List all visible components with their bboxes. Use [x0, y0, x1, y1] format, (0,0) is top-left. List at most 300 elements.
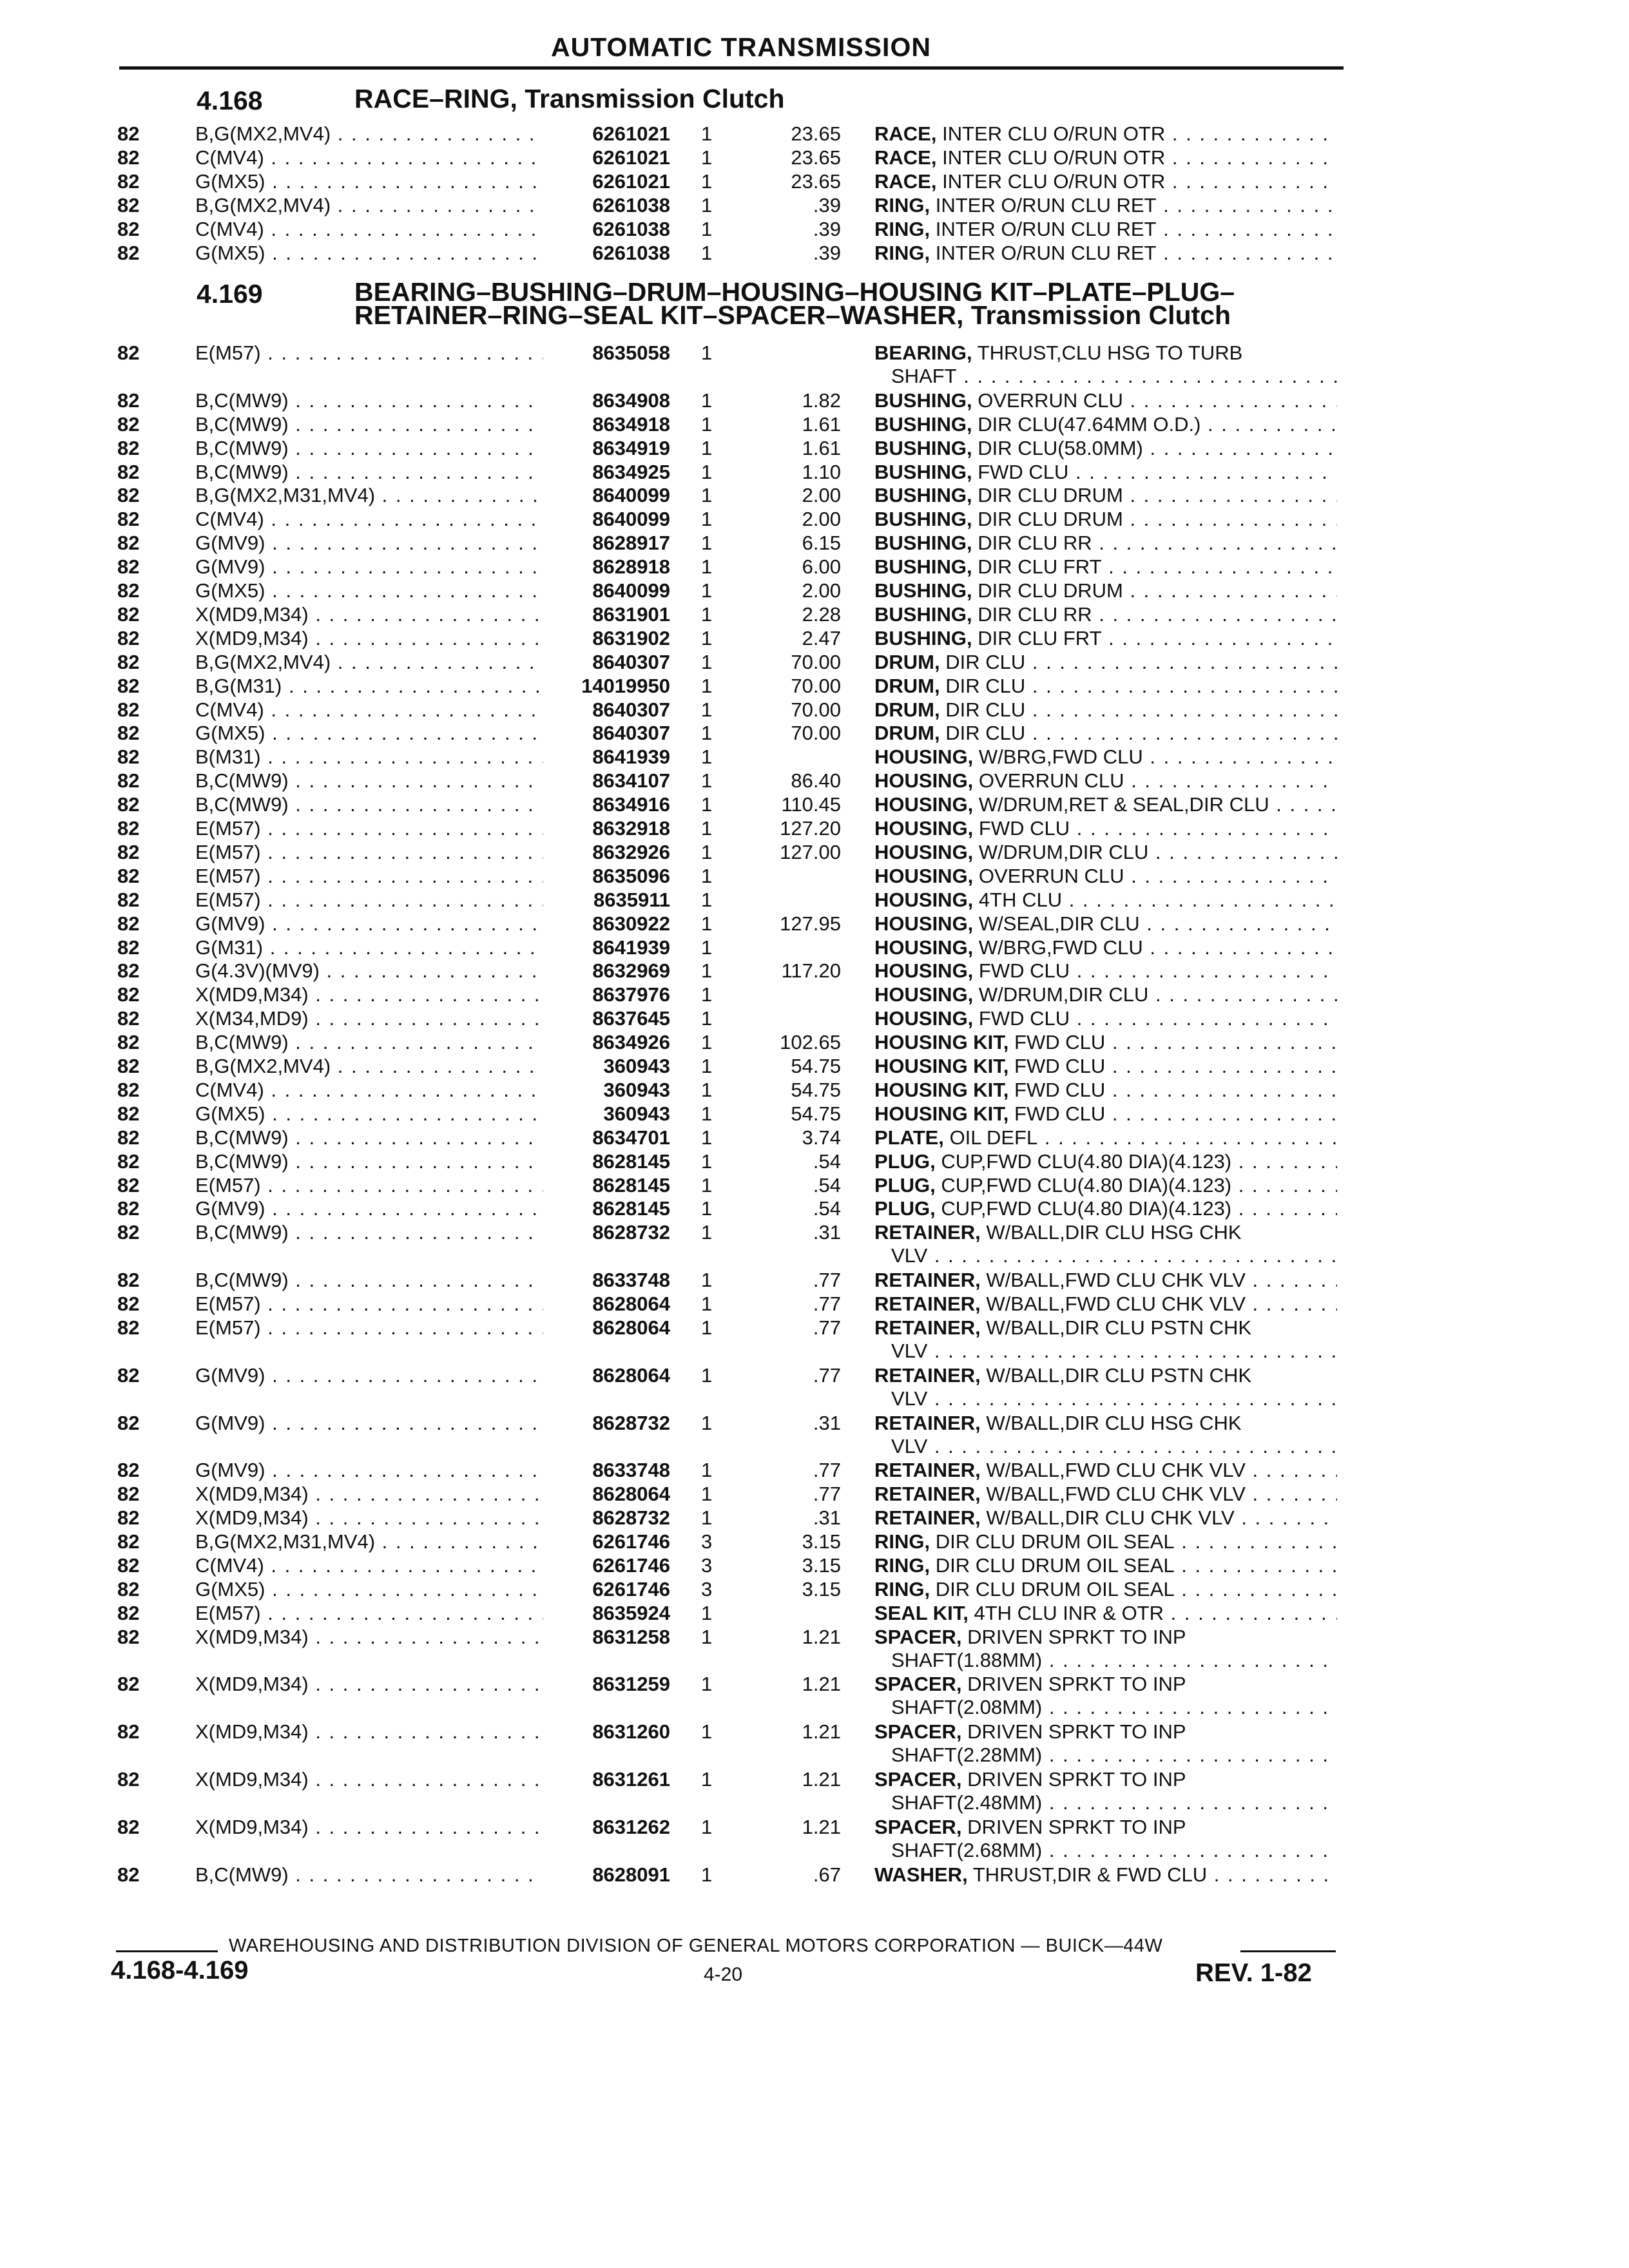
table-row: [0, 1269, 1629, 1293]
model-year: 82: [117, 650, 140, 673]
price: .54: [813, 1197, 841, 1220]
quantity: 1: [701, 1293, 713, 1315]
part-number: 8632969: [592, 959, 670, 983]
part-number: 8631260: [592, 1720, 670, 1744]
price: 70.00: [791, 674, 841, 697]
model-year: 82: [117, 555, 140, 579]
model-year: 82: [117, 626, 140, 649]
model-year: 82: [117, 1673, 140, 1696]
description-text: SHAFT(2.28MM): [891, 1744, 1043, 1767]
table-row: [0, 627, 1629, 651]
part-description: [874, 865, 1337, 888]
description-text: THRUST,DIR & FWD CLU: [972, 1863, 1208, 1886]
part-name: BUSHING,: [874, 484, 972, 507]
description-text: SHAFT(2.08MM): [891, 1696, 1043, 1719]
price: 86.40: [791, 769, 841, 793]
part-description: [874, 769, 1337, 793]
model-year: 82: [117, 1221, 140, 1244]
description-text: SHAFT(1.88MM): [891, 1648, 1043, 1671]
part-number: 8630922: [592, 912, 670, 935]
part-number: 8632926: [592, 840, 670, 863]
part-name: RETAINER,: [874, 1411, 981, 1434]
model-applicability: B,C(MW9) . . .: [195, 793, 543, 816]
quantity: 1: [701, 817, 713, 840]
model-applicability: B,C(MW9) . . .: [195, 461, 543, 484]
part-description: [874, 1007, 1337, 1030]
table-row: [0, 1316, 1629, 1362]
part-number: 8641939: [592, 936, 670, 959]
description-line: [874, 1673, 1337, 1696]
part-description: [874, 745, 1337, 769]
price: 1.82: [802, 389, 841, 412]
description-text: CUP,FWD CLU(4.80 DIA)(4.123): [941, 1197, 1232, 1220]
part-description: [874, 1316, 1337, 1363]
part-name: RETAINER,: [874, 1506, 981, 1530]
part-number: 8635058: [592, 341, 670, 364]
description-text: FWD CLU: [1014, 1031, 1106, 1054]
section-title: RACE–RING, Transmission Clutch: [354, 84, 785, 113]
table-row: [0, 341, 1629, 387]
part-number: 8628145: [592, 1197, 670, 1220]
part-description: [874, 122, 1337, 146]
table-row: [0, 1150, 1629, 1174]
description-line: [874, 579, 1337, 602]
quantity: 1: [701, 555, 713, 579]
description-line: [874, 1649, 1337, 1672]
description-text: DRIVEN SPRKT TO INP: [967, 1815, 1186, 1838]
part-name: HOUSING,: [874, 840, 974, 863]
price: .39: [813, 217, 841, 240]
description-line: [874, 1720, 1337, 1744]
model-year: 82: [117, 193, 140, 216]
price: 127.20: [780, 817, 841, 840]
model-year: 82: [117, 1459, 140, 1482]
description-text: DIR CLU: [945, 698, 1026, 721]
model-applicability: B,G(MX2,MV4) . . .: [195, 651, 543, 674]
model-applicability: G(MX5) . . .: [195, 242, 543, 265]
part-number: 8631258: [592, 1625, 670, 1648]
description-text: DIR CLU DRUM OIL SEAL: [935, 1553, 1175, 1577]
page-header-title: AUTOMATIC TRANSMISSION: [551, 32, 931, 62]
part-name: BUSHING,: [874, 602, 972, 626]
model-applicability: B,G(M31) . . .: [195, 675, 543, 698]
description-line: [874, 1387, 1337, 1410]
description-line: [874, 437, 1337, 460]
model-applicability: B,C(MW9) . . .: [195, 413, 543, 436]
model-applicability: E(M57) . . .: [195, 817, 543, 840]
quantity: 1: [701, 217, 713, 240]
price: 3.15: [802, 1553, 841, 1577]
model-applicability: B,C(MW9) . . .: [195, 1150, 543, 1173]
description-text: DIR CLU RR: [978, 602, 1092, 626]
table-row: [0, 579, 1629, 603]
quantity: 1: [701, 1673, 713, 1696]
footer-rule-right: [1240, 1950, 1336, 1952]
part-name: PLUG,: [874, 1173, 936, 1196]
table-row: [0, 242, 1629, 265]
description-text: DIR CLU DRUM: [978, 579, 1123, 602]
quantity: 1: [701, 1411, 713, 1434]
quantity: 1: [701, 1720, 713, 1744]
description-line: [874, 1031, 1337, 1054]
description-text: W/BALL,DIR CLU HSG CHK: [986, 1411, 1242, 1434]
part-description: [874, 170, 1337, 193]
price: 1.61: [802, 436, 841, 459]
description-line: [874, 194, 1337, 217]
table-row: [0, 461, 1629, 485]
part-name: BUSHING,: [874, 508, 972, 531]
model-applicability: B,G(MX2,M31,MV4) . . .: [195, 1530, 543, 1553]
part-name: HOUSING,: [874, 936, 974, 959]
part-name: RING,: [874, 217, 930, 240]
table-row: [0, 1363, 1629, 1410]
quantity: 1: [701, 626, 713, 649]
part-name: HOUSING KIT,: [874, 1078, 1009, 1101]
model-applicability: X(MD9,M34) . . .: [195, 1506, 543, 1530]
price: 110.45: [781, 793, 841, 816]
description-text: W/BRG,FWD CLU: [978, 745, 1143, 769]
table-row: [0, 698, 1629, 722]
description-text: W/BRG,FWD CLU: [978, 936, 1143, 959]
description-line: [874, 1412, 1337, 1435]
part-name: SPACER,: [874, 1768, 962, 1791]
table-row: [0, 912, 1629, 936]
part-number: 8631262: [592, 1815, 670, 1838]
part-number: 8637976: [592, 983, 670, 1006]
table-row: [0, 841, 1629, 865]
description-text: FWD CLU: [978, 959, 1070, 983]
part-number: 8628732: [592, 1221, 670, 1244]
model-applicability: E(M57) . . .: [195, 865, 543, 888]
description-line: [874, 793, 1337, 816]
model-year: 82: [117, 1126, 140, 1149]
quantity: 1: [701, 1149, 713, 1173]
price: 102.65: [780, 1031, 841, 1054]
model-applicability: G(4.3V)(MV9) . . .: [195, 959, 543, 983]
part-number: 6261038: [592, 217, 670, 240]
model-applicability: B,C(MW9) . . .: [195, 769, 543, 793]
part-name: RETAINER,: [874, 1293, 981, 1315]
model-year: 82: [117, 1197, 140, 1220]
quantity: 1: [701, 912, 713, 935]
model-year: 82: [117, 1102, 140, 1125]
description-text: W/BALL,DIR CLU HSG CHK: [986, 1221, 1242, 1244]
price: 2.00: [802, 579, 841, 602]
quantity: 3: [701, 1530, 713, 1553]
model-applicability: X(MD9,M34) . . .: [195, 1720, 543, 1744]
price: 3.15: [802, 1530, 841, 1553]
description-line: [874, 1079, 1337, 1102]
part-number: 6261038: [592, 241, 670, 264]
description-text: OVERRUN CLU: [978, 769, 1124, 793]
part-number: 360943: [603, 1102, 670, 1125]
description-line: [874, 698, 1337, 722]
quantity: 1: [701, 341, 713, 364]
part-number: 6261021: [592, 169, 670, 193]
quantity: 1: [701, 959, 713, 983]
part-name: RING,: [874, 193, 930, 216]
part-name: RETAINER,: [874, 1221, 981, 1244]
model-year: 82: [117, 532, 140, 555]
quantity: 1: [701, 122, 713, 145]
part-name: SPACER,: [874, 1720, 962, 1744]
description-line: [874, 1007, 1337, 1030]
description-line: [874, 889, 1337, 912]
part-number: 8628732: [592, 1411, 670, 1434]
quantity: 1: [701, 532, 713, 555]
quantity: 1: [701, 650, 713, 673]
footer-page-number: 4-20: [704, 1964, 743, 1985]
part-name: WASHER,: [874, 1863, 968, 1886]
description-text: DIR CLU RR: [978, 532, 1092, 555]
description-text: DRIVEN SPRKT TO INP: [967, 1768, 1186, 1791]
model-year: 82: [117, 1553, 140, 1577]
model-applicability: B(M31) . . .: [195, 745, 543, 769]
model-year: 82: [117, 341, 140, 364]
model-applicability: G(MX5) . . .: [195, 579, 543, 602]
part-name: HOUSING,: [874, 864, 974, 887]
part-description: [874, 1269, 1337, 1292]
model-applicability: X(MD9,M34) . . .: [195, 1626, 543, 1649]
part-description: [874, 1150, 1337, 1173]
description-text: DIR CLU DRUM: [978, 508, 1123, 531]
description-text: DIR CLU: [945, 722, 1026, 745]
part-number: 6261746: [592, 1553, 670, 1577]
description-line: [874, 1316, 1337, 1340]
description-line: [874, 745, 1337, 769]
model-applicability: X(MD9,M34) . . .: [195, 1483, 543, 1506]
description-text: FWD CLU: [978, 817, 1070, 840]
quantity: 1: [701, 1316, 713, 1339]
part-description: [874, 627, 1337, 650]
part-description: [874, 389, 1337, 412]
footer-section-range: 4.168-4.169: [111, 1956, 249, 1984]
price: .54: [813, 1173, 841, 1196]
quantity: 1: [701, 169, 713, 193]
part-description: [874, 889, 1337, 912]
header-rule: [119, 66, 1344, 70]
part-number: 8634925: [592, 460, 670, 483]
part-description: [874, 579, 1337, 602]
description-text: W/BALL,FWD CLU CHK VLV: [986, 1459, 1246, 1482]
model-applicability: X(MD9,M34) . . .: [195, 627, 543, 650]
quantity: 1: [701, 1863, 713, 1886]
model-year: 82: [117, 602, 140, 626]
model-year: 82: [117, 1506, 140, 1530]
model-applicability: C(MV4) . . .: [195, 146, 543, 169]
price: 23.65: [791, 122, 841, 145]
table-row: [0, 1411, 1629, 1457]
part-description: [874, 1293, 1337, 1316]
model-year: 82: [117, 1007, 140, 1030]
quantity: 1: [701, 460, 713, 483]
part-name: HOUSING,: [874, 1007, 974, 1030]
description-text: SHAFT: [891, 365, 957, 387]
model-year: 82: [117, 769, 140, 793]
price: .77: [813, 1293, 841, 1315]
quantity: 1: [701, 698, 713, 721]
part-name: SPACER,: [874, 1625, 962, 1648]
part-number: 8628732: [592, 1506, 670, 1530]
part-name: PLUG,: [874, 1197, 936, 1220]
part-description: [874, 1079, 1337, 1102]
model-applicability: C(MV4) . . .: [195, 218, 543, 241]
model-applicability: X(M34,MD9) . . .: [195, 1007, 543, 1030]
description-line: [874, 1126, 1337, 1149]
quantity: 1: [701, 389, 713, 412]
description-line: [874, 555, 1337, 579]
table-row: [0, 194, 1629, 218]
part-name: RING,: [874, 241, 930, 264]
price: 1.61: [802, 412, 841, 436]
model-year: 82: [117, 508, 140, 531]
model-applicability: B,G(MX2,M31,MV4) . . .: [195, 484, 543, 507]
part-name: RETAINER,: [874, 1316, 981, 1339]
description-line: [874, 146, 1337, 169]
description-line: [874, 912, 1337, 936]
price: 6.15: [802, 532, 841, 555]
price: 70.00: [791, 698, 841, 721]
part-description: [874, 1554, 1337, 1577]
description-text: INTER O/RUN CLU RET: [935, 241, 1157, 264]
part-number: 8628145: [592, 1173, 670, 1196]
part-description: [874, 1055, 1337, 1078]
description-text: W/BALL,DIR CLU PSTN CHK: [986, 1316, 1252, 1339]
price: 1.21: [802, 1720, 841, 1744]
part-description: [874, 651, 1337, 674]
description-text: W/BALL,FWD CLU CHK VLV: [986, 1483, 1246, 1506]
section-title: BEARING–BUSHING–DRUM–HOUSING–HOUSING KIT–PLATE–PLUG–: [354, 277, 1235, 307]
part-description: [874, 508, 1337, 531]
model-year: 82: [117, 460, 140, 483]
model-applicability: X(MD9,M34) . . .: [195, 1673, 543, 1696]
part-number: 8634908: [592, 389, 670, 412]
quantity: 1: [701, 1506, 713, 1530]
table-row: [0, 1863, 1629, 1887]
description-line: [874, 1696, 1337, 1719]
model-year: 82: [117, 1863, 140, 1886]
description-line: [874, 722, 1337, 745]
model-year: 82: [117, 1078, 140, 1101]
table-row: [0, 1079, 1629, 1102]
model-year: 82: [117, 1411, 140, 1434]
model-applicability: X(MD9,M34) . . .: [195, 1816, 543, 1839]
price: 6.00: [802, 555, 841, 579]
description-line: [874, 1364, 1337, 1387]
description-text: DIR CLU(58.0MM): [978, 436, 1143, 459]
part-number: 8640099: [592, 579, 670, 602]
part-number: 8631259: [592, 1673, 670, 1696]
part-description: [874, 1483, 1337, 1506]
table-row: [0, 1102, 1629, 1126]
model-year: 82: [117, 1031, 140, 1054]
model-year: 82: [117, 579, 140, 602]
part-description: [874, 1506, 1337, 1530]
description-line: [874, 1150, 1337, 1173]
part-number: 8634926: [592, 1031, 670, 1054]
description-text: W/SEAL,DIR CLU: [978, 912, 1140, 935]
description-text: W/BALL,FWD CLU CHK VLV: [986, 1293, 1246, 1315]
part-description: [874, 1530, 1337, 1553]
model-year: 82: [117, 817, 140, 840]
description-line: [874, 532, 1337, 555]
model-year: 82: [117, 745, 140, 769]
model-applicability: E(M57) . . .: [195, 889, 543, 912]
part-number: 8631901: [592, 602, 670, 626]
table-row: [0, 1197, 1629, 1221]
part-name: RING,: [874, 1577, 930, 1600]
part-name: SEAL KIT,: [874, 1601, 969, 1624]
part-description: [874, 603, 1337, 626]
description-line: [874, 1768, 1337, 1791]
description-line: [874, 1340, 1337, 1363]
part-name: HOUSING,: [874, 912, 974, 935]
model-applicability: B,C(MW9) . . .: [195, 389, 543, 412]
description-line: [874, 865, 1337, 888]
part-number: 8635924: [592, 1601, 670, 1624]
description-text: FWD CLU: [1014, 1102, 1106, 1125]
part-description: [874, 793, 1337, 816]
part-number: 6261746: [592, 1530, 670, 1553]
price: 1.21: [802, 1673, 841, 1696]
part-description: [874, 722, 1337, 745]
table-row: [0, 1055, 1629, 1079]
part-name: HOUSING,: [874, 888, 974, 911]
model-year: 82: [117, 241, 140, 264]
part-description: [874, 242, 1337, 265]
part-name: RACE,: [874, 122, 937, 145]
quantity: 1: [701, 793, 713, 816]
model-applicability: B,C(MW9) . . .: [195, 1221, 543, 1244]
part-number: 8628064: [592, 1483, 670, 1506]
model-applicability: X(MD9,M34) . . .: [195, 603, 543, 626]
model-year: 82: [117, 1815, 140, 1838]
part-number: 8640099: [592, 484, 670, 507]
table-row: [0, 603, 1629, 627]
model-year: 82: [117, 1530, 140, 1553]
part-description: [874, 461, 1337, 484]
description-line: [874, 1744, 1337, 1767]
price: 1.21: [802, 1625, 841, 1648]
description-text: DIR CLU DRUM OIL SEAL: [935, 1577, 1175, 1600]
quantity: 1: [701, 1483, 713, 1506]
model-year: 82: [117, 1577, 140, 1600]
description-text: W/BALL,FWD CLU CHK VLV: [986, 1269, 1246, 1292]
description-line: [874, 484, 1337, 507]
description-line: [874, 341, 1337, 365]
quantity: 1: [701, 983, 713, 1006]
description-text: DIR CLU FRT: [978, 555, 1102, 579]
description-text: DIR CLU: [945, 650, 1026, 673]
quantity: 1: [701, 412, 713, 436]
model-applicability: C(MV4) . . .: [195, 1554, 543, 1577]
price: 2.00: [802, 484, 841, 507]
description-line: [874, 769, 1337, 793]
part-name: SPACER,: [874, 1815, 962, 1838]
model-applicability: G(MV9) . . .: [195, 532, 543, 555]
model-year: 82: [117, 1483, 140, 1506]
description-text: VLV: [891, 1387, 928, 1410]
model-year: 82: [117, 436, 140, 459]
part-number: 8628064: [592, 1363, 670, 1387]
part-description: [874, 1412, 1337, 1458]
table-row: [0, 1174, 1629, 1198]
model-applicability: E(M57) . . .: [195, 1293, 543, 1316]
description-line: [874, 170, 1337, 193]
price: 2.47: [802, 626, 841, 649]
model-year: 82: [117, 959, 140, 983]
part-description: [874, 218, 1337, 241]
